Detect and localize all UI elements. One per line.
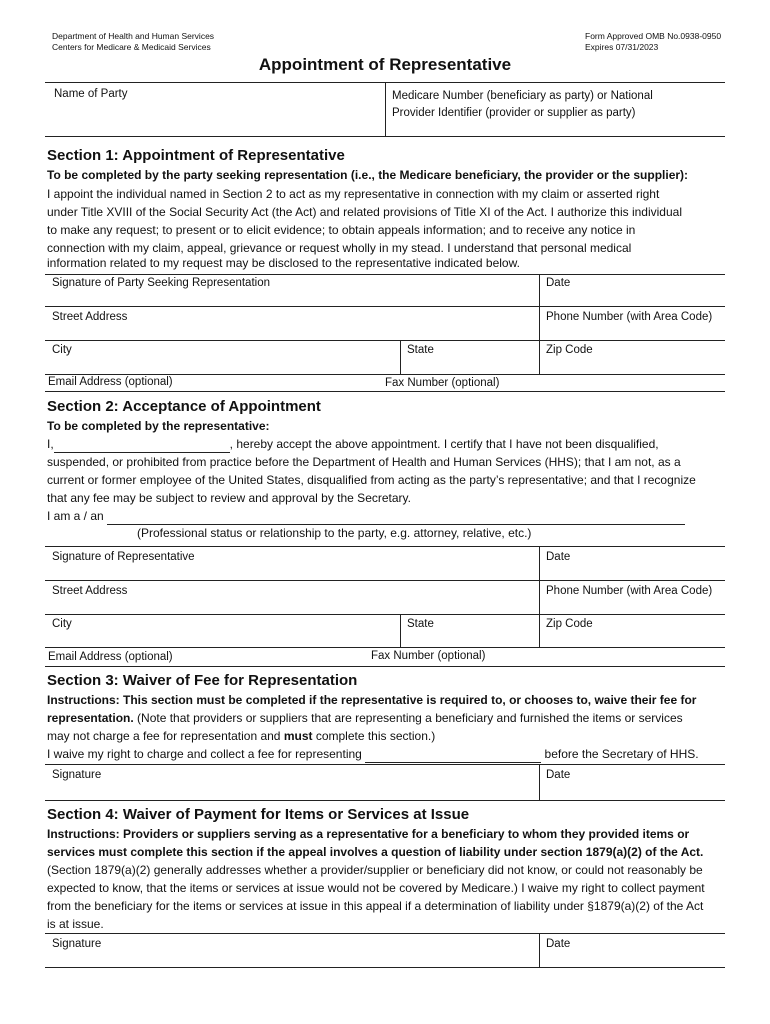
rep-signature-field[interactable]: Signature of Representative <box>52 551 195 563</box>
divider <box>539 274 540 374</box>
must-word: must <box>283 729 313 743</box>
section4-line: (Section 1879(a)(2) generally addresses whether a provider/supplier or beneficiary did not know, or could not reasonably be <box>47 863 703 877</box>
divider <box>539 546 540 647</box>
section3-note-c: complete this section.) <box>312 729 436 743</box>
representation-word: representation. <box>47 711 134 725</box>
divider <box>45 666 725 667</box>
rep-email-field[interactable]: Email Address (optional) <box>48 651 173 663</box>
divider <box>45 274 725 275</box>
party-city-field[interactable]: City <box>52 344 72 356</box>
omb-number: Form Approved OMB No.0938-0950 <box>585 31 722 41</box>
rep-street-field[interactable]: Street Address <box>52 585 128 597</box>
name-of-party-field[interactable]: Name of Party <box>54 88 128 100</box>
party-date-field[interactable]: Date <box>546 277 571 289</box>
divider <box>45 647 725 648</box>
section4-instruction-2: services must complete this section if the appeal involves a question of liability under section 1879(a)(2) of the Act. <box>47 845 704 859</box>
medicare-number-field[interactable] <box>392 88 653 122</box>
section1-body <box>47 185 737 269</box>
agency-header <box>52 31 214 53</box>
section2-line: that any fee may be subject to review and approval by the Secretary. <box>47 491 411 505</box>
form-title: Appointment of Representative <box>258 55 512 74</box>
divider <box>400 340 401 374</box>
section4-line: from the beneficiary for the items or services at issue in this appeal if a determination of liability under §1879(a)(2) of the Act <box>47 899 704 913</box>
section3-body <box>47 691 737 763</box>
divider <box>539 933 540 967</box>
section1-line: under Title XVIII of the Social Security Act (the Act) and related provisions of Title XI of the Act. I authorize this individual <box>47 205 682 219</box>
divider <box>45 614 725 615</box>
i-am-a-label: I am a / an <box>47 509 104 523</box>
section3-instruction-1: Instructions: This section must be completed if the representative is required to, or chooses to, waive their fee for <box>47 693 697 707</box>
i-prefix: I, <box>47 437 54 451</box>
party-signature-field[interactable]: Signature of Party Seeking Representation <box>52 277 270 289</box>
section4-instruction-1: Instructions: Providers or suppliers serving as a representative for a beneficiary to whom they provided items or <box>47 827 690 841</box>
agency-line-1: Department of Health and Human Services <box>52 31 215 41</box>
omb-header <box>585 31 721 53</box>
rep-state-field[interactable]: State <box>407 618 434 630</box>
section4-title: Section 4: Waiver of Payment for Items or Services at Issue <box>47 806 470 823</box>
section1-line: information related to my request may be disclosed to the representative indicated below. <box>47 256 520 270</box>
rep-date-field[interactable]: Date <box>546 551 571 563</box>
professional-status-hint: (Professional status or relationship to the party, e.g. attorney, relative, etc.) <box>137 526 532 540</box>
divider <box>45 933 725 934</box>
section1-instruction: To be completed by the party seeking representation (i.e., the Medicare beneficiary, the provider or the supplier): <box>47 168 689 182</box>
section2-line: suspended, or prohibited from practice before the Department of Health and Human Services (HHS); that I am not, as a <box>47 455 681 469</box>
section2-instruction: To be completed by the representative: <box>47 419 270 433</box>
section1-line: I appoint the individual named in Section 2 to act as my representative in connection with my claim or asserted right <box>47 187 660 201</box>
section4-body <box>47 825 737 933</box>
rep-zip-field[interactable]: Zip Code <box>546 618 593 630</box>
divider <box>400 614 401 647</box>
representative-name-field[interactable] <box>54 438 230 453</box>
medicare-number-label-1: Medicare Number (beneficiary as party) or National <box>392 90 653 102</box>
section4-line: expected to know, that the items or services at issue would not be covered by Medicare.) I waive my right to collect payment <box>47 881 705 895</box>
divider <box>45 340 725 341</box>
rep-phone-field[interactable]: Phone Number (with Area Code) <box>546 585 713 597</box>
section2-title: Section 2: Acceptance of Appointment <box>47 398 321 415</box>
agency-line-2: Centers for Medicare & Medicaid Services <box>52 42 211 52</box>
divider <box>45 546 725 547</box>
party-state-field[interactable]: State <box>407 344 434 356</box>
fee-waiver-line <box>47 745 737 763</box>
divider <box>45 374 725 375</box>
divider <box>45 580 725 581</box>
fee-waiver-prefix: I waive my right to charge and collect a fee for representing <box>47 747 362 761</box>
section3-instruction-2 <box>47 709 737 727</box>
section2-body <box>47 435 737 525</box>
rep-city-field[interactable]: City <box>52 618 72 630</box>
divider <box>45 800 725 801</box>
divider <box>385 82 386 136</box>
party-phone-field[interactable]: Phone Number (with Area Code) <box>546 311 713 323</box>
payment-waiver-date-field[interactable]: Date <box>546 938 571 950</box>
rep-fax-field[interactable]: Fax Number (optional) <box>371 650 486 662</box>
party-street-field[interactable]: Street Address <box>52 311 128 323</box>
i-am-a-line <box>47 507 737 525</box>
omb-expiry: Expires 07/31/2023 <box>585 42 659 52</box>
fee-waiver-date-field[interactable]: Date <box>546 769 571 781</box>
payment-waiver-signature-field[interactable]: Signature <box>52 938 102 950</box>
section2-line-1 <box>47 435 737 453</box>
divider <box>45 967 725 968</box>
divider <box>45 391 725 392</box>
section1-title: Section 1: Appointment of Representative <box>47 147 345 164</box>
section3-note: (Note that providers or suppliers that are representing a beneficiary and furnished the items or services <box>133 711 683 725</box>
fee-waiver-signature-field[interactable]: Signature <box>52 769 102 781</box>
party-email-field[interactable]: Email Address (optional) <box>48 376 173 388</box>
divider <box>539 764 540 800</box>
divider <box>45 136 725 137</box>
section3-title: Section 3: Waiver of Fee for Representation <box>47 672 358 689</box>
section1-line: to make any request; to present or to elicit evidence; to obtain appeals information; and to receive any notice in <box>47 223 636 237</box>
medicare-number-label-2: Provider Identifier (provider or supplier as party) <box>392 107 636 119</box>
divider <box>45 764 725 765</box>
section3-instruction-3 <box>47 727 737 745</box>
section2-line: current or former employee of the United States, disqualified from acting as the party’s representative; and that I recognize <box>47 473 696 487</box>
fee-waiver-suffix: before the Secretary of HHS. <box>544 747 699 761</box>
party-zip-field[interactable]: Zip Code <box>546 344 593 356</box>
represented-party-field[interactable] <box>365 750 541 763</box>
section1-line: connection with my claim, appeal, grievance or request wholly in my stead. I understand that personal medical <box>47 241 632 255</box>
section4-line: is at issue. <box>47 917 104 931</box>
section3-note-a: may not charge a fee for representation and <box>47 729 284 743</box>
divider <box>45 306 725 307</box>
party-fax-field[interactable]: Fax Number (optional) <box>385 377 500 389</box>
accept-text: , hereby accept the above appointment. I certify that I have not been disqualified, <box>229 437 659 451</box>
